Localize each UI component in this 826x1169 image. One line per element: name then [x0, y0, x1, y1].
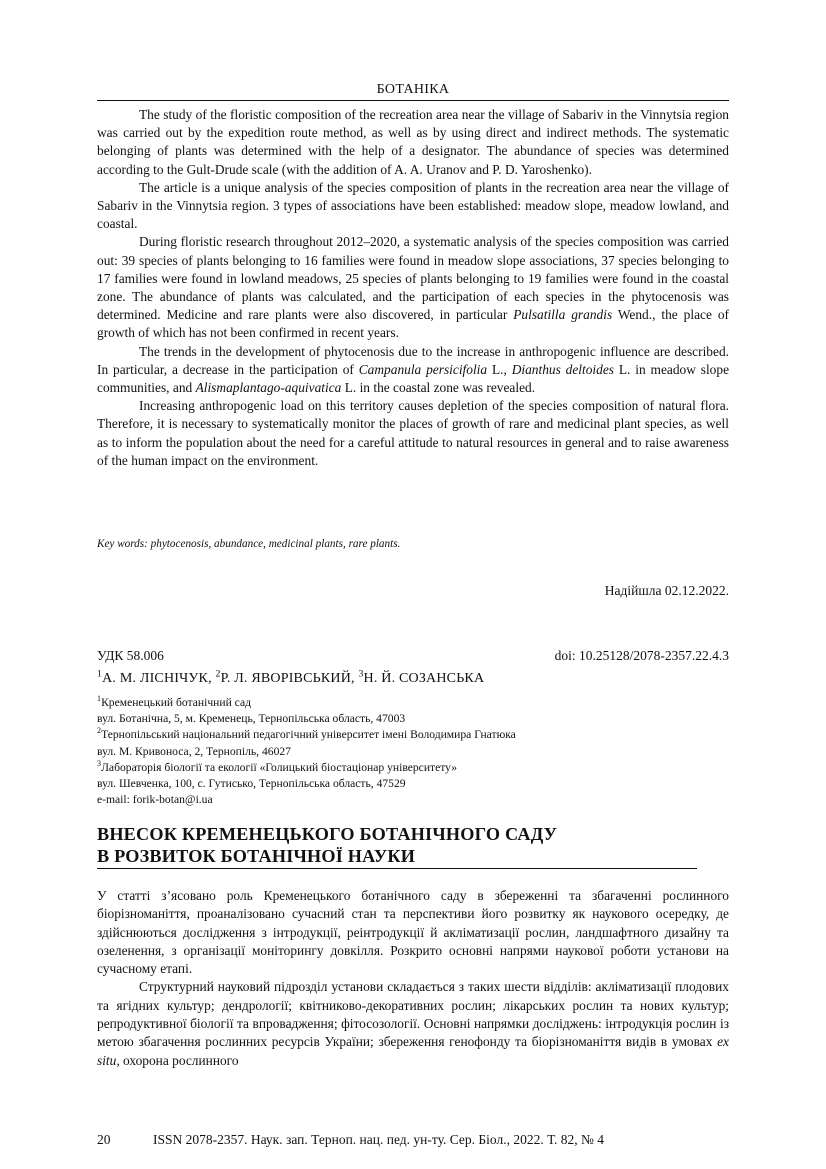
abstract-text: L. in meadow slope communities, and: [97, 361, 730, 396]
body-text: охорона рослинного: [119, 1052, 239, 1068]
page-footer: [97, 1132, 729, 1148]
abstract-paragraph: [97, 106, 729, 179]
article-title: [97, 823, 697, 869]
affiliation-marker: 1: [97, 694, 102, 704]
article-body: [97, 887, 729, 1070]
page-number: 20: [97, 1132, 111, 1147]
affiliation-line: вул. Шевченка, 100, с. Гутисько, Тернопільська область, 47529: [97, 777, 406, 791]
body-paragraph: [97, 978, 729, 1069]
abstract-text: L.,: [487, 361, 512, 377]
affiliation-line: вул. М. Кривоноса, 2, Тернопіль, 46027: [97, 744, 291, 758]
author-name: Р. Л. ЯВОРІВСЬКИЙ,: [220, 671, 359, 686]
keywords: Key words: phytocenosis, abundance, medicinal plants, rare plants.: [97, 538, 401, 550]
email-line[interactable]: e-mail: forik-botan@i.ua: [97, 793, 213, 807]
body-text: Структурний науковий підрозділ установи складається з таких шести відділів: акліматизації плодових та ягідних культур; дендрології; квітниково-декоративних рослин; лікарських рослин та нових культур; репродуктивної біології та впровадження; фітосозології. Основні напрямки досліджень: інтродукція рослин із метою збагачення рослинних ресурсів України; збереження генофонду та біорізноманіття видів в умовах: [97, 979, 729, 1050]
abstract-text: Wend., the place of growth of which has not been confirmed in recent years.: [97, 307, 729, 341]
abstract-text: Increasing anthropogenic load on this territory causes depletion of the species composition of natural flora. Therefore, it is necessary to systematically monitor the places of growth of rare and medicinal plant species, as well as to inform the population about the need for a careful attitude to natural resources in general and to raise awareness of the human impact on the environment.: [97, 398, 729, 468]
species-name: Pulsatilla grandis: [513, 307, 613, 323]
udk-code: УДК 58.006: [97, 648, 164, 663]
abstract-text: During floristic research throughout 2012–2020, a systematic analysis of the species composition was carried out: 39 species of plants belonging to 16 families were found in meadow slope associations, 37 species belonging to 17 families were found in lowland meadows, 25 species of plants belonging to 19 families were found in the coastal zone. The abundance of plants was calculated, and the participation of each species in the phytocenosis was determined. Medicine and rare plants were also discovered, in particular: [97, 234, 729, 323]
received-date: Надійшла 02.12.2022.: [604, 583, 729, 598]
english-abstract: [97, 106, 729, 470]
header-rule: [97, 100, 729, 101]
affiliation-marker: 2: [97, 726, 102, 736]
affiliation-text: Тернопільський національний педагогічний університет імені Володимира Гнатюка: [101, 728, 516, 742]
journal-citation: ISSN 2078-2357. Наук. зап. Терноп. нац. пед. ун-ту. Сер. Біол., 2022. Т. 82, № 4: [153, 1132, 604, 1147]
author-marker: 1: [97, 668, 103, 680]
udk-doi-row: [97, 648, 729, 664]
authors-line: [97, 668, 729, 687]
abstract-text: The trends in the development of phytocenosis due to the increase in anthropogenic influence are described. In particular, a decrease in the participation of: [97, 343, 729, 377]
affiliations: [97, 695, 729, 808]
affiliation-line: вул. Ботанічна, 5, м. Кременець, Тернопільська область, 47003: [97, 712, 406, 726]
author-name: Н. Й. СОЗАНСЬКА: [363, 671, 485, 686]
affiliation-marker: 3: [97, 758, 102, 768]
abstract-text: The article is a unique analysis of the species composition of plants in the recreation area near the village of Sabariv in the Vinnytsia region. 3 types of associations have been established: meadow slope, meadow lowland, and coastal.: [97, 179, 729, 232]
body-paragraph: [97, 887, 729, 978]
body-text: У статті з’ясовано роль Кременецького ботанічного саду в збереженні та збагаченні рослинного біорізноманіття, проаналізовано сучасний стан та перспективи його розвитку як наукового осередку, де здійснюються дослідження з інтродукції, реінтродукції й акліматизації рослин, ландшафтного дизайну та озеленення, з організації моніторингу довкілля. Розкрито основні напрями наукової роботи установи на сучасному етапі.: [97, 888, 729, 977]
abstract-paragraph: [97, 233, 729, 342]
abstract-paragraph: [97, 343, 729, 398]
running-head: БОТАНІКА: [376, 82, 450, 97]
italic-term: ex situ,: [97, 1034, 729, 1068]
abstract-paragraph: [97, 179, 729, 234]
author-marker: 3: [358, 668, 364, 680]
author-marker: 2: [215, 668, 221, 680]
species-name: Dianthus deltoides: [511, 361, 615, 377]
doi-link[interactable]: doi: 10.25128/2078-2357.22.4.3: [554, 648, 729, 663]
title-line: В РОЗВИТОК БОТАНІЧНОЇ НАУКИ: [97, 845, 697, 869]
title-line: ВНЕСОК КРЕМЕНЕЦЬКОГО БОТАНІЧНОГО САДУ: [97, 824, 558, 844]
affiliation-line: [97, 695, 729, 711]
abstract-text: L. in the coastal zone was revealed.: [341, 380, 536, 396]
species-name: Alismaplantago-aquivatica: [195, 380, 342, 396]
author-name: А. М. ЛІСНІЧУК,: [102, 671, 216, 686]
affiliation-line: [97, 727, 729, 743]
affiliation-text: Кременецький ботанічний сад: [101, 696, 252, 709]
abstract-text: The study of the floristic composition of the recreation area near the village of Sabariv in the Vinnytsia region was carried out by the expedition route method, as well as by using direct and indirect methods. The systematic belonging of plants was determined with the help of a designator. The abundance of species was determined according to the Gult-Drude scale (with the addition of A. A. Uranov and P. D. Yaroshenko).: [97, 107, 729, 177]
affiliation-text: Лабораторія біології та екології «Голицький біостаціонар університету»: [101, 760, 458, 774]
species-name: Campanula persicifolia: [358, 361, 488, 377]
abstract-paragraph: [97, 397, 729, 470]
affiliation-line: [97, 760, 729, 776]
